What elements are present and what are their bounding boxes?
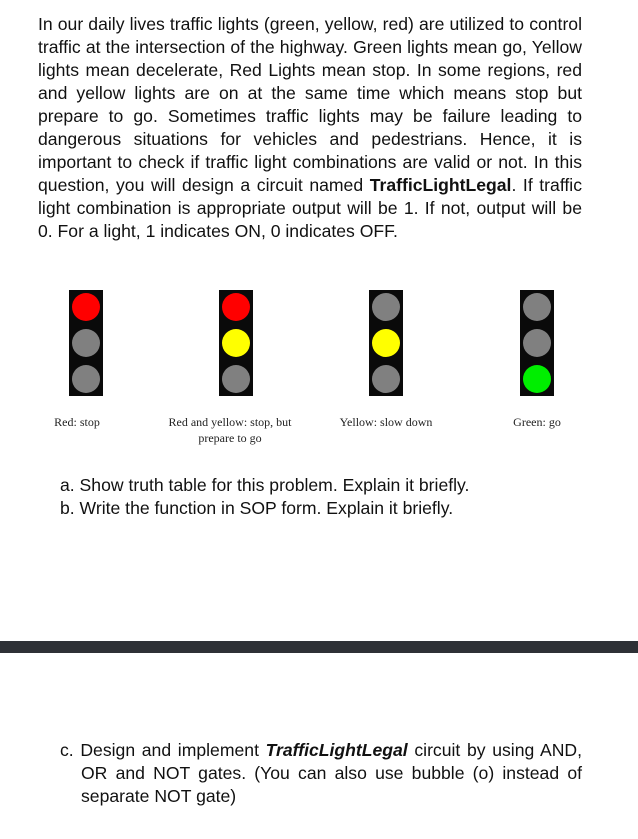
yellow-lamp: [222, 329, 250, 357]
yellow-lamp: [72, 329, 100, 357]
red-lamp: [222, 293, 250, 321]
question-c-prefix: c. Design and implement: [60, 740, 266, 760]
traffic-light-red-yellow: [219, 290, 253, 396]
yellow-lamp: [523, 329, 551, 357]
question-a: a. Show truth table for this problem. Explain it briefly.: [60, 475, 470, 495]
circuit-name: TrafficLightLegal: [369, 175, 512, 195]
caption-red-yellow: Red and yellow: stop, but prepare to go: [168, 415, 292, 445]
question-c: [60, 739, 582, 808]
question-c-circuit-name: TrafficLightLegal: [265, 740, 408, 760]
intro-paragraph: [38, 13, 582, 243]
traffic-light-yellow: [369, 290, 403, 396]
green-lamp: [372, 365, 400, 393]
question-b: b. Write the function in SOP form. Explain it briefly.: [60, 498, 454, 518]
caption-yellow: Yellow: slow down: [339, 415, 433, 429]
red-lamp: [72, 293, 100, 321]
question-c-text: [60, 739, 582, 808]
question-c-suffix: circuit by using AND, OR and NOT gates. (You can also use bubble (o) instead of separate NOT gate): [81, 740, 583, 806]
caption-green: Green: go: [513, 415, 561, 429]
red-lamp: [523, 293, 551, 321]
green-lamp: [222, 365, 250, 393]
caption-red: Red: stop: [54, 415, 100, 429]
green-lamp: [523, 365, 551, 393]
intro-text-1: In our daily lives traffic lights (green, yellow, red) are utilized to control traffic at the intersection of the highway. Green lights mean go, Yellow lights mean decelerate, Red Lights mean stop. In some regions, red and yellow lights are on at the same time which means stop but prepare to go. Sometimes traffic lights may be failure leading to dangerous situations for vehicles and pedestrians. Hence, it is important to check if traffic light combinations are valid or not. In this question, you will design a circuit named: [38, 14, 582, 195]
green-lamp: [72, 365, 100, 393]
traffic-light-red: [69, 290, 103, 396]
intro-text-2: . If traffic light combination is appropriate output will be 1. If not, output will be 0. For a light, 1 indicates ON, 0 indicates OFF.: [38, 175, 582, 241]
section-divider: [0, 641, 638, 653]
yellow-lamp: [372, 329, 400, 357]
red-lamp: [372, 293, 400, 321]
traffic-light-green: [520, 290, 554, 396]
